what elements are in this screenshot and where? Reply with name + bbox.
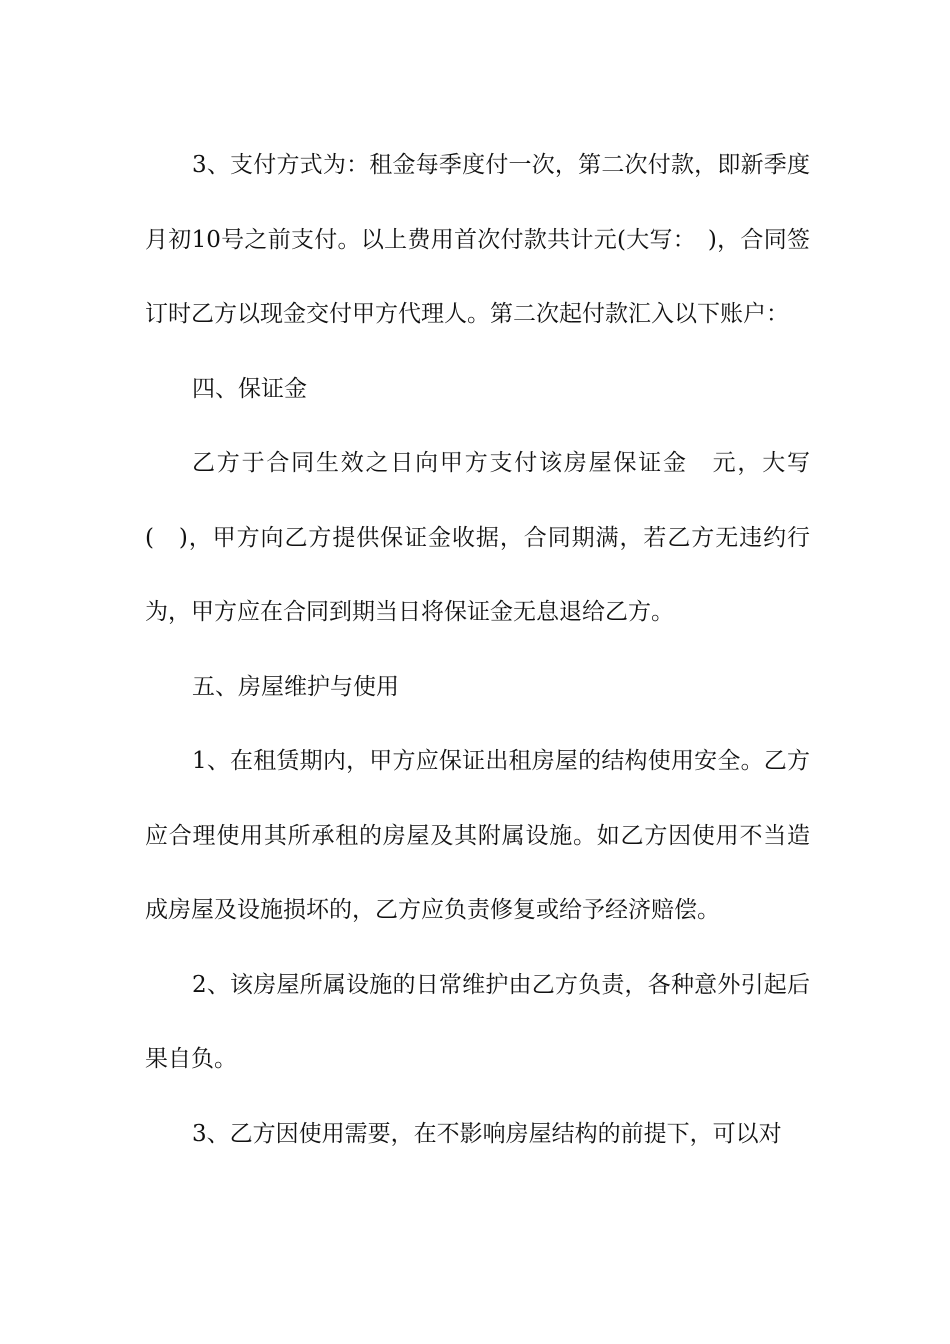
paragraph-maintenance-3: 3、乙方因使用需要，在不影响房屋结构的前提下，可以对: [192, 1120, 782, 1147]
paragraph-payment-method: 3、支付方式为：租金每季度付一次，第二次付款，即新季度月初10号之前支付。以上费用首次付款共计元(大写： )，合同签订时乙方以现金交付甲方代理人。第二次起付款汇入以下账户：: [145, 152, 810, 327]
paragraph-deposit: 乙方于合同生效之日向甲方支付该房屋保证金 元，大写( )，甲方向乙方提供保证金收据，合同期满，若乙方无违约行为，甲方应在合同到期当日将保证金无息退给乙方。: [145, 450, 810, 625]
paragraph-maintenance-1: 1、在租赁期内，甲方应保证出租房屋的结构使用安全。乙方应合理使用其所承租的房屋及其附属设施。如乙方因使用不当造成房屋及设施损坏的，乙方应负责修复或给予经济赔偿。: [145, 748, 810, 923]
section-heading-maintenance: 五、房屋维护与使用: [192, 673, 399, 700]
section-heading-deposit: 四、保证金: [192, 375, 307, 402]
paragraph-maintenance-2: 2、该房屋所属设施的日常维护由乙方负责，各种意外引起后果自负。: [145, 971, 810, 1072]
document-body: [145, 128, 810, 1171]
